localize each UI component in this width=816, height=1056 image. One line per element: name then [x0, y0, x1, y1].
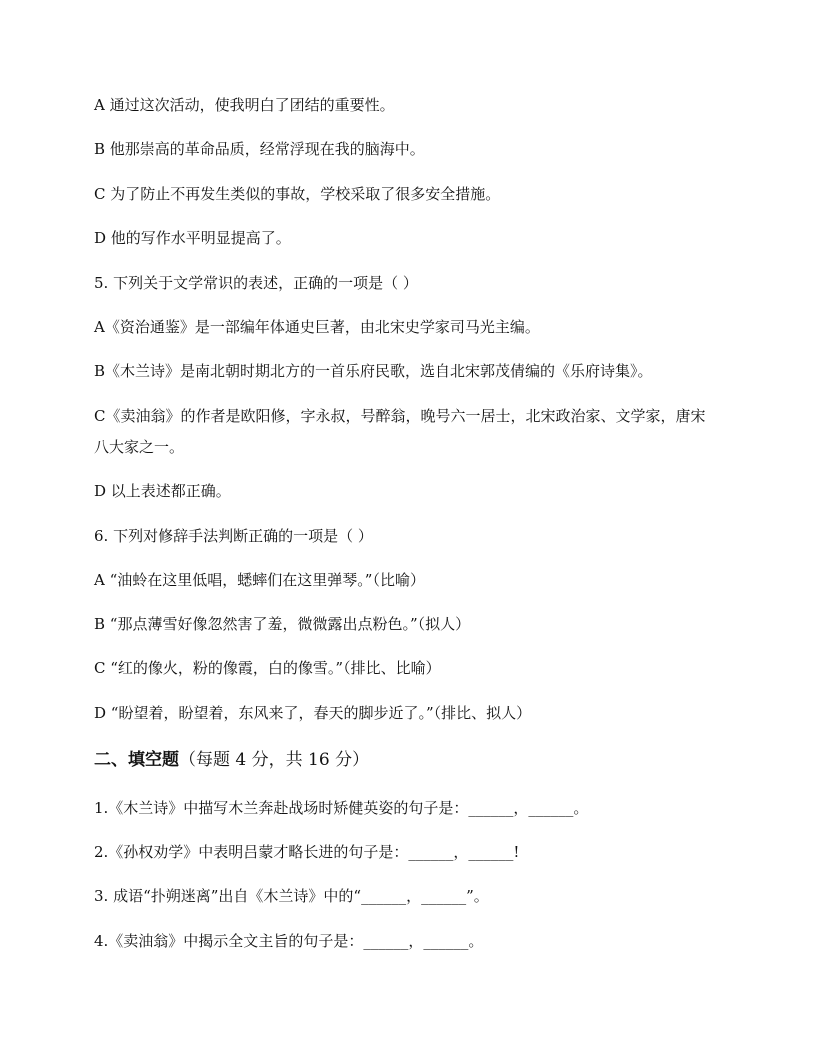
q5-option-a: A《资治通鉴》是一部编年体通史巨著，由北宋史学家司马光主编。: [94, 318, 540, 336]
q4-option-b: B 他那崇高的革命品质，经常浮现在我的脑海中。: [94, 140, 425, 158]
q5-option-b: B《木兰诗》是南北朝时期北方的一首乐府民歌，选自北宋郭茂倩编的《乐府诗集》。: [94, 362, 653, 380]
q6-option-b: B “那点薄雪好像忽然害了羞，微微露出点粉色。”（拟人）: [94, 615, 471, 633]
q4-option-d: D 他的写作水平明显提高了。: [94, 229, 291, 247]
q5-stem: 5. 下列关于文学常识的表述，正确的一项是（ ）: [94, 274, 418, 292]
section-note: （每题 4 分，共 16 分）: [179, 750, 370, 770]
q4-option-c: C 为了防止不再发生类似的事故，学校采取了很多安全措施。: [94, 185, 501, 203]
q5-option-d: D 以上表述都正确。: [94, 482, 231, 500]
section-title: 二、填空题: [94, 750, 179, 770]
q6-stem: 6. 下列对修辞手法判断正确的一项是（ ）: [94, 527, 373, 545]
section-heading: [94, 752, 734, 769]
q6-option-d: D “盼望着，盼望着，东风来了，春天的脚步近了。”（排比、拟人）: [94, 704, 532, 722]
q5-option-c: C《卖油翁》的作者是欧阳修，字永叔，号醉翁，晚号六一居士，北宋政治家、文学家，唐宋八大家之一。: [94, 407, 706, 456]
q4-option-a: A 通过这次活动，使我明白了团结的重要性。: [94, 96, 395, 114]
fill-item-1: 1.《木兰诗》中描写木兰奔赴战场时矫健英姿的句子是：______，______。: [94, 799, 589, 817]
q6-option-c: C “红的像火，粉的像霞，白的像雪。”（排比、比喻）: [94, 659, 441, 677]
fill-item-3: 3. 成语“扑朔迷离”出自《木兰诗》中的“______，______”。: [94, 887, 489, 905]
fill-item-4: 4.《卖油翁》中揭示全文主旨的句子是：______，______。: [94, 932, 484, 950]
q6-option-a: A “油蛉在这里低唱，蟋蟀们在这里弹琴。”（比喻）: [94, 571, 425, 589]
fill-item-2: 2.《孙权劝学》中表明吕蒙才略长进的句子是：______，______!: [94, 843, 520, 861]
